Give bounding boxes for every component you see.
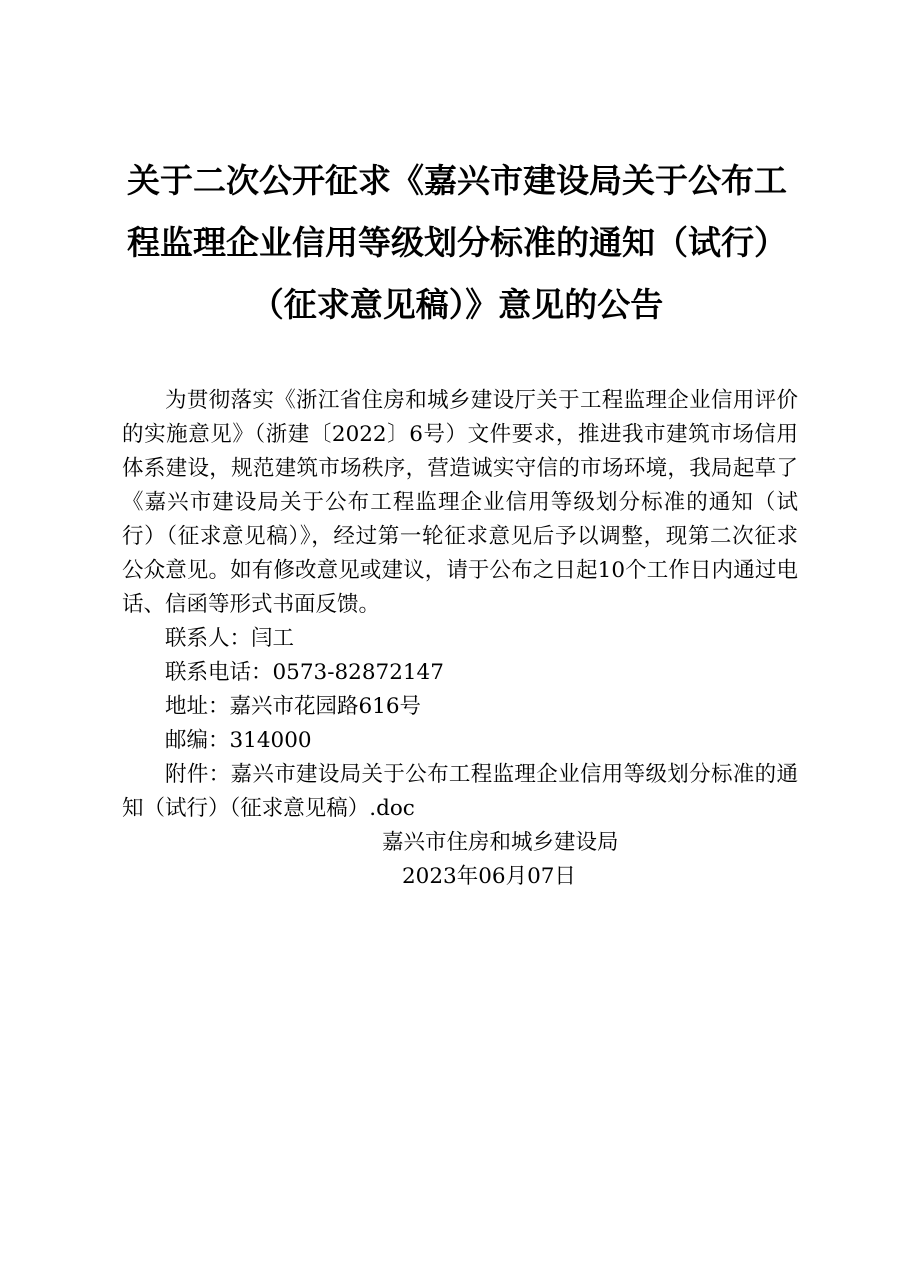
address: 地址：嘉兴市花园路616号 (165, 694, 422, 719)
title-line-2: 程监理企业信用等级划分标准的通知（试行） (127, 223, 787, 262)
postcode: 邮编：314000 (165, 728, 312, 753)
issue-date: 2023年06月07日 (402, 864, 576, 889)
main-paragraph: 为贯彻落实《浙江省住房和城乡建设厅关于工程监理企业信用评价的实施意见》（浙建〔2022〕6号）文件要求，推进我市建筑市场信用体系建设，规范建筑市场秩序，营造诚实守信的市场环境，我局起草了《嘉兴市建设局关于公布工程监理企业信用等级划分标准的通知（试行）（征求意见稿）》，经过第一轮征求意见后予以调整，现第二次征求公众意见。如有修改意见或建议，请于公布之日起10个工作日内通过电话、信函等形式书面反馈。 (122, 388, 798, 617)
attachment-link[interactable]: 附件：嘉兴市建设局关于公布工程监理企业信用等级划分标准的通知（试行）（征求意见稿）.doc (122, 762, 798, 821)
issuer-signature: 嘉兴市住房和城乡建设局 (382, 830, 619, 855)
notice-title (112, 150, 802, 336)
contact-phone: 联系电话：0573-82872147 (165, 660, 444, 685)
notice-body (122, 384, 798, 894)
title-line-3: （征求意见稿）》意见的公告 (250, 285, 664, 324)
contact-person: 联系人：闫工 (165, 626, 295, 651)
title-line-1: 关于二次公开征求《嘉兴市建设局关于公布工 (127, 161, 787, 200)
